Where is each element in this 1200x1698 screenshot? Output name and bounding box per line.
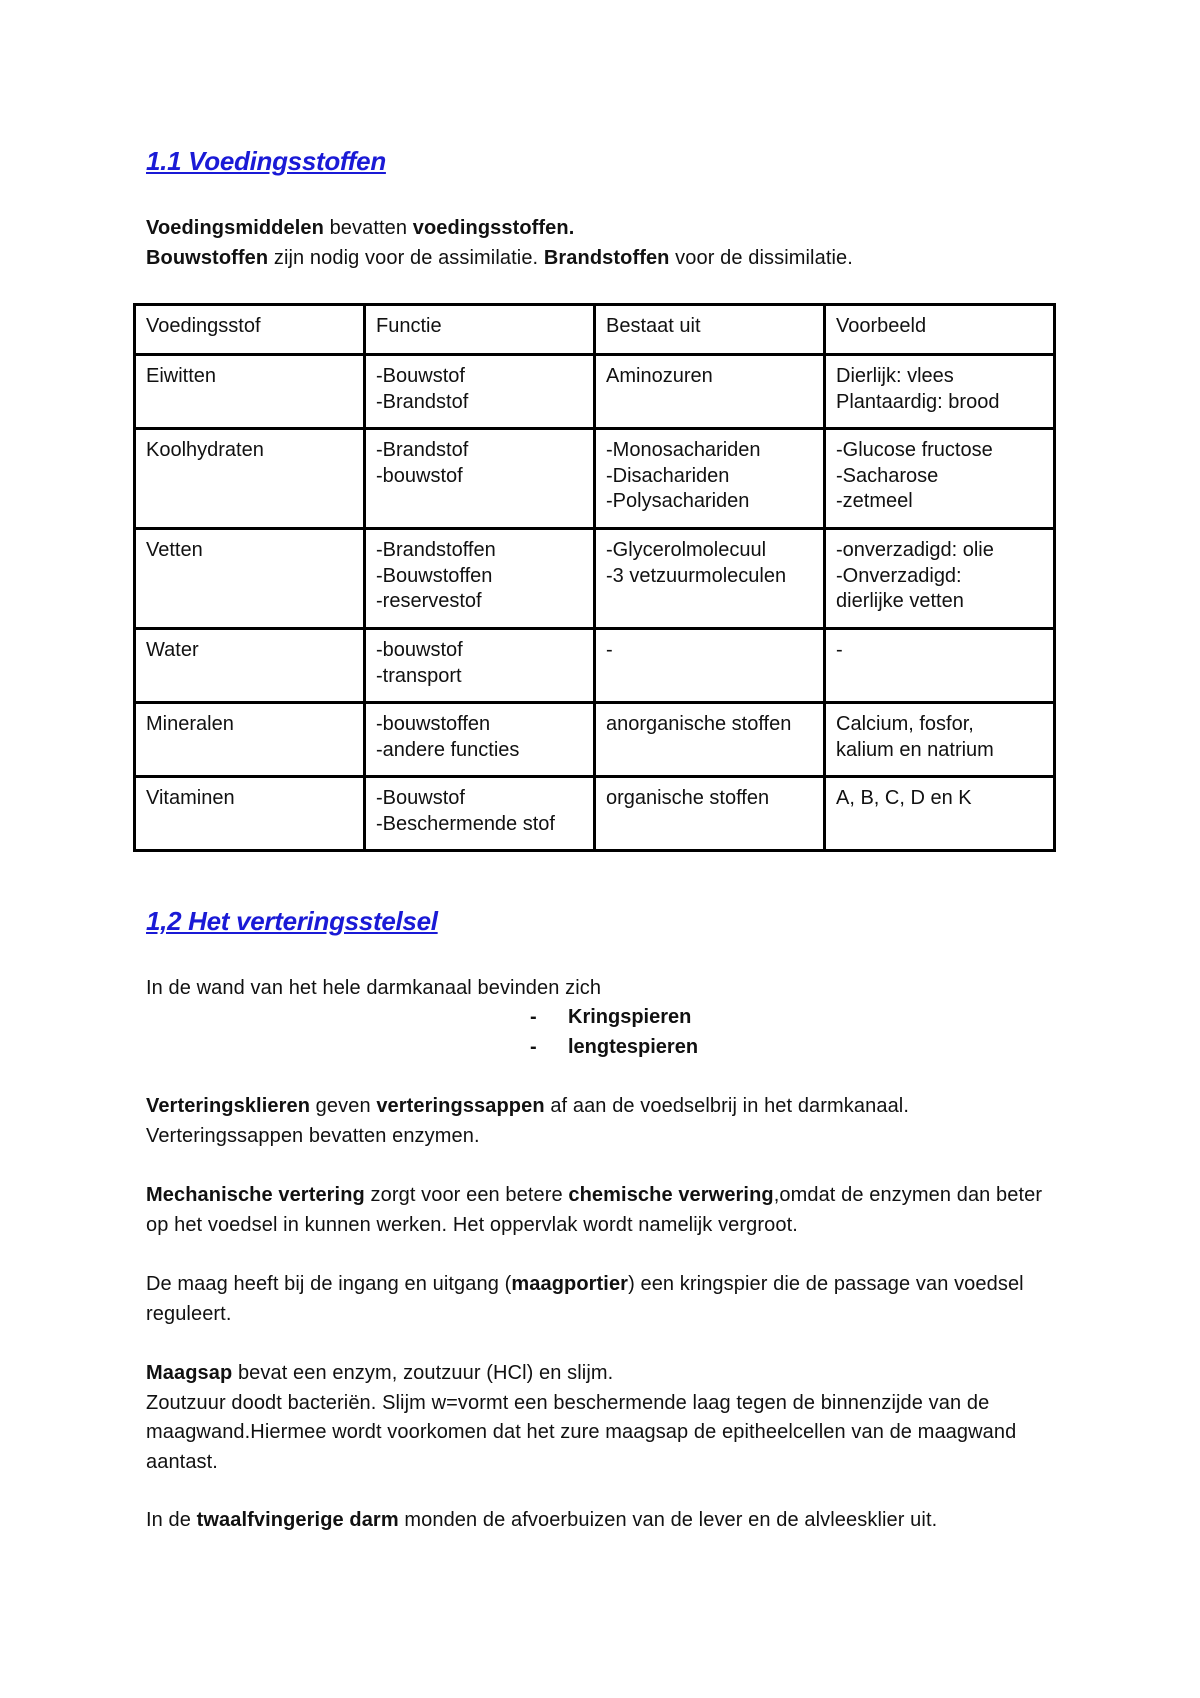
table-header-row xyxy=(135,305,1055,355)
paragraph-twaalfvingerige-darm: In de twaalfvingerige darm monden de afvoerbuizen van de lever en de alvleesklier uit. xyxy=(146,1509,938,1531)
table-cell: Calcium, fosfor, kalium en natrium xyxy=(825,703,1055,777)
table-cell: A, B, C, D en K xyxy=(825,777,1055,851)
paragraph-verteringsklieren: Verteringsklieren geven verteringssappen af aan de voedselbrij in het darmkanaal. Verteringssappen bevatten enzymen. xyxy=(146,1095,909,1147)
intro-paragraph: Voedingsmiddelen bevatten voedingsstoffen. Bouwstoffen zijn nodig voor de assimilatie. Brandstoffen voor de dissimilatie. xyxy=(146,217,853,269)
list-item: - Kringspieren xyxy=(530,1003,698,1033)
table-cell: anorganische stoffen xyxy=(595,703,825,777)
table-cell: Eiwitten xyxy=(135,355,365,429)
table-cell: -onverzadigd: olie -Onverzadigd: dierlijke vetten xyxy=(825,529,1055,629)
table-cell: organische stoffen xyxy=(595,777,825,851)
table-cell: Mineralen xyxy=(135,703,365,777)
nutrients-table xyxy=(133,303,1056,852)
table-header-cell: Voorbeeld xyxy=(825,305,1055,355)
term-voedingsstoffen: voedingsstoffen. xyxy=(412,217,575,239)
table-row xyxy=(135,429,1055,529)
paragraph-mechanische-vertering: Mechanische vertering zorgt voor een betere chemische verwering,omdat de enzymen dan beter op het voedsel in kunnen werken. Het oppervlak wordt namelijk vergroot. xyxy=(146,1184,1043,1236)
section-2-title: 1,2 Het verteringsstelsel xyxy=(146,906,438,936)
paragraph-maagportier: De maag heeft bij de ingang en uitgang (maagportier) een kringspier die de passage van voedsel reguleert. xyxy=(146,1273,1024,1325)
list-item: - lengtespieren xyxy=(530,1033,698,1063)
section-1-title: 1.1 Voedingsstoffen xyxy=(146,146,386,176)
table-cell: Aminozuren xyxy=(595,355,825,429)
table-row xyxy=(135,629,1055,703)
bullet-marker: - xyxy=(530,1006,537,1028)
table-cell: - xyxy=(595,629,825,703)
table-cell: - xyxy=(825,629,1055,703)
table-header-cell: Voedingsstof xyxy=(135,305,365,355)
table-cell: -bouwstof -transport xyxy=(365,629,595,703)
term-voedingsmiddelen: Voedingsmiddelen xyxy=(146,217,324,239)
table-cell: -Brandstof -bouwstof xyxy=(365,429,595,529)
table-cell: -Brandstoffen -Bouwstoffen -reservestof xyxy=(365,529,595,629)
wall-intro-text: In de wand van het hele darmkanaal bevinden zich xyxy=(146,977,602,999)
table-cell: -Bouwstof -Brandstof xyxy=(365,355,595,429)
table-cell: Vetten xyxy=(135,529,365,629)
table-header-cell: Bestaat uit xyxy=(595,305,825,355)
paragraph-maagsap: Maagsap bevat een enzym, zoutzuur (HCl) en slijm. Zoutzuur doodt bacteriën. Slijm w=vormt een beschermende laag tegen de binnenzijde van de maagwand.Hiermee wordt voorkomen dat het zure maagsap de epitheelcellen van de maagwand aantast. xyxy=(146,1362,1017,1473)
table-row xyxy=(135,355,1055,429)
table-cell: -Bouwstof -Beschermende stof xyxy=(365,777,595,851)
muscle-list xyxy=(530,1003,698,1062)
table-cell: -Glycerolmolecuul -3 vetzuurmoleculen xyxy=(595,529,825,629)
table-cell: Water xyxy=(135,629,365,703)
table-cell: Dierlijk: vlees Plantaardig: brood xyxy=(825,355,1055,429)
table-cell: -Monosachariden -Disachariden -Polysachariden xyxy=(595,429,825,529)
table-cell: -bouwstoffen -andere functies xyxy=(365,703,595,777)
bullet-marker: - xyxy=(530,1035,537,1058)
term-bouwstoffen: Bouwstoffen xyxy=(146,246,269,269)
table-row xyxy=(135,777,1055,851)
table-cell: Vitaminen xyxy=(135,777,365,851)
table-header-cell: Functie xyxy=(365,305,595,355)
term-brandstoffen: Brandstoffen xyxy=(543,246,670,269)
table-cell: -Glucose fructose -Sacharose -zetmeel xyxy=(825,429,1055,529)
table-cell: Koolhydraten xyxy=(135,429,365,529)
table-row xyxy=(135,703,1055,777)
table-row xyxy=(135,529,1055,629)
